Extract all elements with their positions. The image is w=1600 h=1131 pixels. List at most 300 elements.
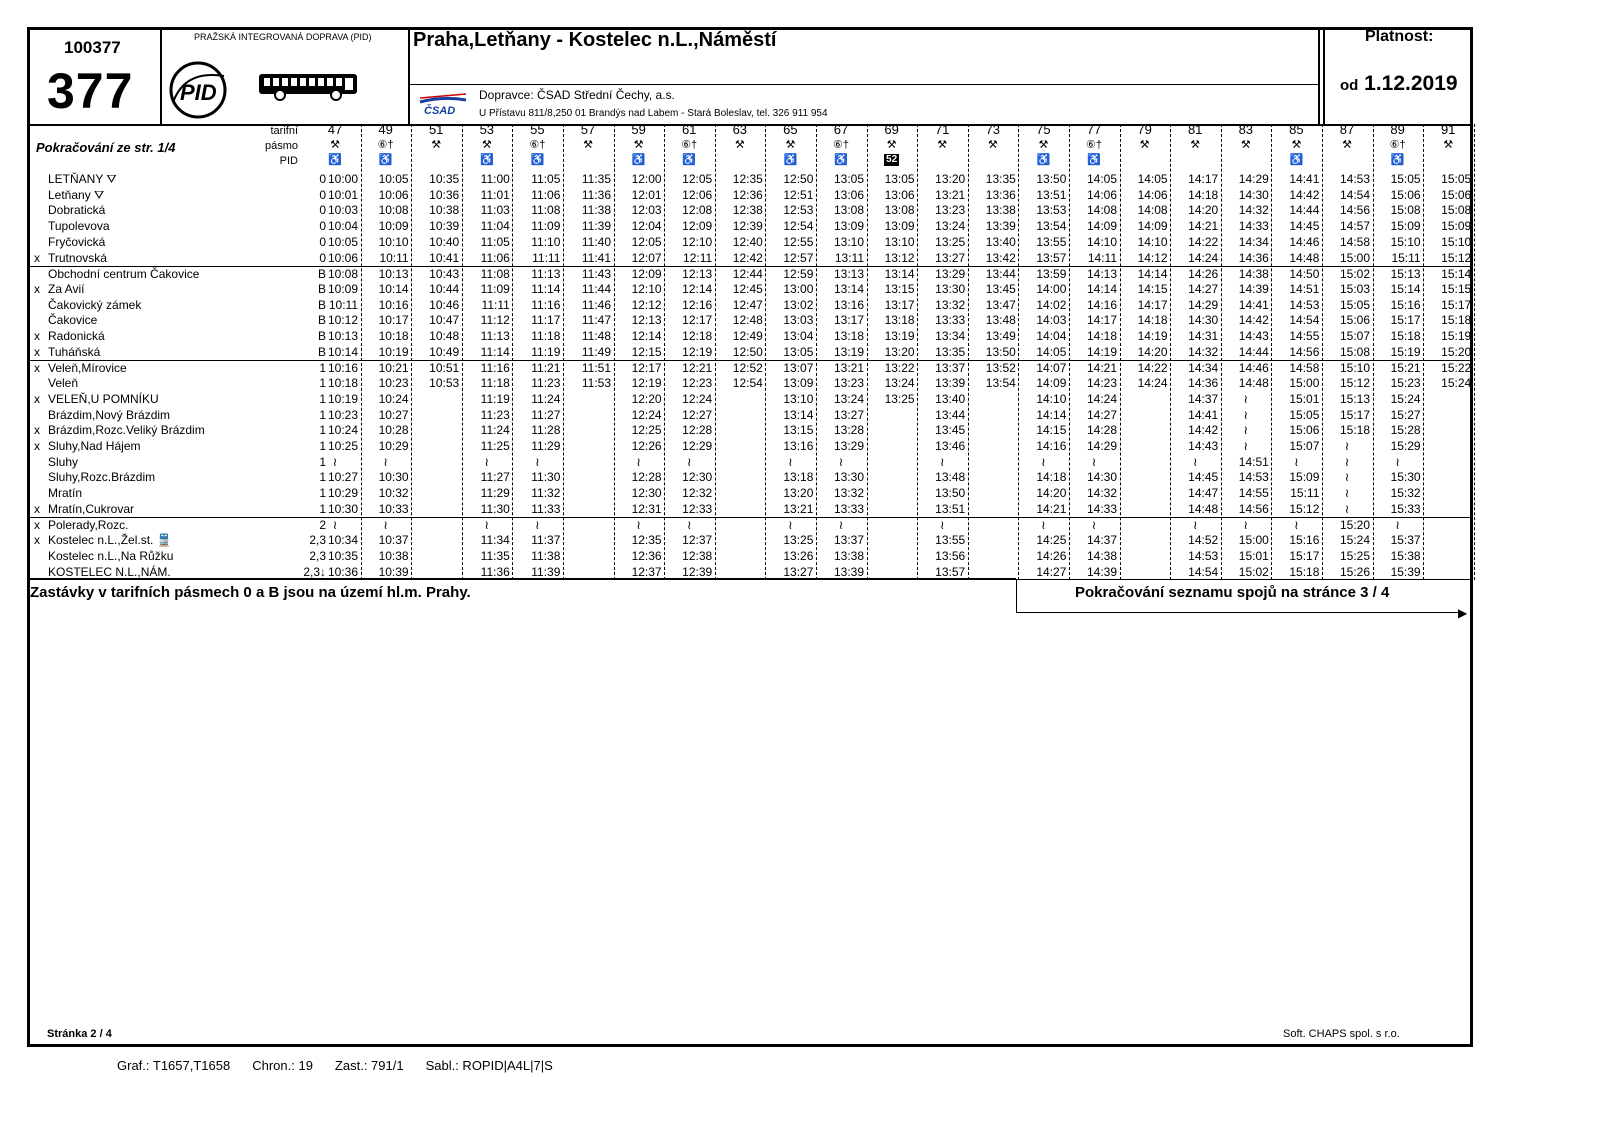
departure-time: 15:12 [1339,376,1370,391]
stop-name: x Sluhy,Nad Hájem [34,438,141,453]
departure-time: 12:09 [631,267,662,282]
table-row [30,517,1470,534]
tariff-zone: 1 [319,454,326,469]
departure-time: 10:48 [429,329,460,343]
departure-time: 11:08 [531,203,561,218]
departure-time: 12:32 [682,486,713,500]
departure-time: 13:44 [935,407,966,422]
departure-time: 14:10 [1086,234,1117,249]
departure-time: ≀ [383,454,388,469]
departure-time: 10:11 [328,297,358,312]
departure-time: 13:21 [833,361,864,376]
departure-time: 10:34 [327,533,358,548]
departure-time: 15:11 [1290,486,1320,500]
departure-time: 13:25 [884,391,915,406]
departure-time: 15:24 [1441,376,1472,391]
departure-time: 14:05 [1137,172,1168,186]
footer-info: Graf.: T1657,T1658 Chron.: 19 Zast.: 791/1 Sabl.: ROPID|A4L|7|S [117,1058,553,1073]
departure-time: 11:27 [531,407,561,422]
departure-time: ≀ [838,518,844,533]
departure-time: 12:20 [631,391,662,406]
departure-time: 15:08 [1441,203,1472,218]
table-row [30,203,1470,219]
departure-time: 14:33 [1086,501,1117,516]
departure-time: 10:33 [378,501,409,516]
departure-time: ≀ [484,454,490,469]
departure-time: 12:28 [631,470,662,485]
departure-time: 14:13 [1086,267,1117,282]
departure-time: 13:05 [783,344,814,359]
departure-time: 14:16 [1036,438,1067,453]
departure-time: 13:10 [833,234,864,249]
departure-time: 15:06 [1441,187,1472,202]
departure-time: 11:18 [480,376,510,391]
departure-time: 13:29 [935,267,966,282]
departure-time: 15:29 [1390,438,1421,453]
departure-time: 14:18 [1036,470,1067,485]
departure-time: 11:36 [480,564,510,579]
departure-time: 12:35 [732,172,763,186]
departure-time: ≀ [1243,391,1249,406]
trip-symbol: ⚒ [1240,139,1251,151]
departure-time: 12:35 [631,533,662,548]
departure-time: 12:16 [682,297,713,312]
departure-time: 12:36 [631,548,662,563]
departure-time: 10:09 [327,281,358,296]
departure-time: 11:44 [581,281,611,296]
departure-time: 13:11 [834,250,864,265]
departure-time: 11:29 [531,438,561,453]
tariff-zone: 1 [319,361,326,376]
departure-time: 10:39 [378,564,409,579]
departure-time: 14:29 [1188,297,1219,312]
departure-time: 10:44 [429,281,460,296]
stop-name: Sluhy [48,454,79,469]
carrier-logo [418,92,468,121]
trip-number: 55 [530,122,545,137]
departure-time: 13:08 [884,203,915,218]
departure-time: 14:03 [1036,313,1067,328]
departure-time: 14:08 [1086,203,1117,218]
departure-time: 15:20 [1441,344,1472,359]
departure-time: 13:09 [884,219,915,234]
departure-time: 14:52 [1188,533,1219,548]
departure-time: 12:33 [682,501,713,516]
validity-date: od 1.12.2019 [1340,72,1458,95]
departure-time: ≀ [1041,518,1046,533]
departure-time: 13:21 [935,187,966,202]
trip-symbol: ⚒ [785,139,796,151]
trip-number: 91 [1440,122,1456,137]
trip-symbol: ⑥† [529,139,546,151]
trip-number: 69 [884,122,899,137]
departure-time: 13:25 [783,533,814,548]
departure-time: 10:25 [327,438,358,453]
departure-time: 11:06 [531,187,561,202]
departure-time: 10:41 [429,250,460,265]
departure-time: 13:08 [833,203,864,218]
wheelchair-icon: ♿ [378,154,393,166]
tariff-zone: 1 [319,501,326,516]
departure-time: 13:02 [783,297,814,312]
page-number: Stránka 2 / 4 [47,1028,112,1040]
departure-time: 11:35 [480,548,510,563]
trip-number: 83 [1238,122,1254,137]
column-separator [1474,124,1475,580]
stop-name: x Kostelec n.L.,Žel.st. 🚆 [34,533,172,548]
tariff-zone: 1 [319,486,326,500]
continuation-note: Pokračování seznamu spojů na stránce 3 / 4 [1075,584,1390,601]
departure-time: 12:50 [732,344,763,359]
tariff-zone: B [317,297,326,312]
departure-time: 14:21 [1188,219,1219,234]
departure-time: ≀ [1344,501,1350,516]
departure-time: 10:30 [327,501,358,516]
departure-time: 14:18 [1188,187,1219,202]
departure-time: 15:10 [1339,361,1370,376]
departure-time: 12:44 [732,267,763,282]
departure-time: 13:18 [884,313,915,328]
trip-number: 51 [428,122,444,137]
departure-time: 14:19 [1086,344,1117,359]
departure-time: ≀ [383,518,388,533]
departure-time: 15:08 [1339,344,1370,359]
departure-time: 13:20 [935,172,966,186]
departure-time: 12:28 [682,423,713,438]
tariff-zone: 2 [319,518,326,533]
departure-time: 14:31 [1188,329,1219,343]
departure-time: 15:33 [1390,501,1421,516]
pid-organization: PRAŽSKÁ INTEGROVANÁ DOPRAVA (PID) [194,32,372,42]
departure-time: 15:19 [1441,329,1472,343]
departure-time: 13:23 [833,376,864,391]
departure-time: 13:06 [884,187,915,202]
departure-time: 10:36 [429,187,460,202]
departure-time: ≀ [636,518,641,533]
stop-name: x Radonická [34,329,105,343]
departure-time: 13:35 [985,172,1016,186]
departure-time: 13:45 [935,423,966,438]
tariff-zone: 1 [319,376,326,391]
departure-time: 11:41 [581,250,611,265]
departure-time: 10:35 [429,172,460,186]
departure-time: 14:27 [1086,407,1117,422]
tariff-zone: 0 [319,172,326,186]
departure-time: 14:34 [1238,234,1269,249]
table-row [30,251,1470,267]
departure-time: 10:06 [378,187,409,202]
departure-time: 12:50 [783,172,814,186]
departure-time: 14:58 [1289,361,1320,376]
departure-time: 13:52 [985,361,1016,376]
departure-time: 13:22 [884,361,915,376]
trip-number: 67 [833,122,849,137]
request-stop-mark: x [34,329,40,343]
trip-symbol: ⚒ [1190,139,1201,151]
table-row [30,219,1470,235]
departure-time: 15:12 [1441,250,1472,265]
departure-time: 14:05 [1036,344,1067,359]
departure-time: 15:10 [1390,234,1421,249]
stop-name: x Polerady,Rozc. [34,518,129,533]
departure-time: 15:06 [1289,423,1320,438]
departure-time: 14:18 [1086,329,1117,343]
stop-name: Tupolevova [48,219,110,234]
departure-time: 12:39 [732,219,763,234]
departure-time: 13:13 [833,267,864,282]
tariff-zone: 2,3 [309,548,326,563]
departure-time: 13:20 [884,344,915,359]
departure-time: 15:02 [1238,564,1269,579]
tariff-zone: 1 [319,391,326,406]
departure-time: 13:33 [833,501,864,516]
departure-time: 12:49 [732,329,763,343]
departure-time: 11:38 [531,548,561,563]
departure-time: 10:39 [429,219,460,234]
departure-time: 14:22 [1137,361,1168,376]
departure-time: 11:53 [581,376,611,391]
departure-time: ≀ [1344,470,1350,485]
tariff-zone: B [317,344,326,359]
departure-time: 11:05 [531,172,561,186]
departure-time: 14:33 [1238,219,1269,234]
departure-time: 15:26 [1339,564,1370,579]
departure-time: 14:48 [1188,501,1219,516]
departure-time: ≀ [1294,518,1299,533]
table-row [30,313,1470,329]
departure-time: 14:45 [1289,219,1320,234]
trip-number: 65 [783,122,798,137]
request-stop-mark: x [34,501,40,516]
trip-symbol: ⑥† [377,139,394,151]
departure-time: 10:35 [327,548,358,563]
departure-time: 14:48 [1238,376,1269,391]
departure-time: ≀ [332,518,338,533]
departure-time: 14:14 [1137,267,1168,282]
request-stop-mark: x [34,423,40,438]
departure-time: 14:15 [1137,281,1168,296]
departure-time: 11:03 [480,203,510,218]
departure-time: 12:25 [631,423,662,438]
trip-number: 79 [1137,122,1152,137]
continuation-box-line [1016,579,1471,580]
departure-time: 13:51 [935,501,966,516]
departure-time: ≀ [1091,518,1097,533]
trip-badge: 52 [886,154,898,165]
departure-time: 13:04 [783,329,814,343]
departure-time: 14:02 [1036,297,1067,312]
departure-time: 12:05 [682,172,713,186]
tariff-zone: B [317,313,326,328]
departure-time: 12:09 [682,219,713,234]
departure-time: 13:30 [833,470,864,485]
trip-symbol: ⚒ [1342,139,1352,151]
stop-name: Čakovický zámek [48,297,142,312]
departure-time: 15:06 [1339,313,1370,328]
departure-time: 14:37 [1086,533,1117,548]
departure-time: 14:43 [1188,438,1219,453]
table-row [30,188,1470,204]
departure-time: 13:37 [935,361,966,376]
arrow-right-icon: ▶ [1458,606,1468,620]
departure-time: 10:40 [429,234,460,249]
departure-time: 10:24 [378,391,409,406]
departure-time: 12:06 [682,187,713,202]
departure-time: 10:49 [429,344,460,359]
departure-time: 15:25 [1339,548,1370,563]
trip-symbol: ⚒ [1038,139,1049,151]
stop-name: Dobratická [48,203,106,218]
table-row [30,439,1470,455]
departure-time: 13:40 [935,391,966,406]
departure-time: 11:06 [480,250,510,265]
departure-time: 14:54 [1289,313,1320,328]
departure-time: 14:32 [1188,344,1219,359]
departure-time: 13:35 [935,344,966,359]
departure-time: 15:07 [1339,329,1370,343]
departure-time: 10:06 [327,250,358,265]
departure-time: 11:11 [532,250,561,265]
departure-time: 11:48 [581,329,611,343]
departure-time: 13:50 [985,344,1016,359]
departure-time: 12:55 [783,234,814,249]
departure-time: 13:50 [1036,172,1067,186]
departure-time: 12:10 [682,234,713,249]
departure-time: 12:54 [783,219,814,234]
departure-time: 14:58 [1339,234,1370,249]
departure-time: 15:01 [1238,548,1269,563]
table-bottom-line [29,578,1016,580]
tariff-header: tarifní pásmo PID [264,125,298,167]
departure-time: 14:41 [1188,407,1219,422]
departure-time: 10:10 [378,234,409,249]
wheelchair-icon: ♿ [328,154,342,166]
departure-time: 14:24 [1188,250,1219,265]
continuation-arrow [1016,612,1461,613]
departure-time: ≀ [788,454,793,469]
wheelchair-icon: ♿ [479,154,494,166]
departure-time: 13:54 [985,376,1016,391]
departure-time: 14:09 [1036,376,1067,391]
departure-time: 15:16 [1289,533,1320,548]
departure-time: 15:20 [1339,518,1370,533]
departure-time: 14:20 [1188,203,1219,218]
departure-time: 13:37 [833,533,864,548]
departure-time: ≀ [686,454,692,469]
departure-time: 14:50 [1289,267,1320,282]
departure-time: 13:53 [1036,203,1067,218]
departure-time: 13:55 [935,533,966,548]
departure-time: 11:33 [531,501,561,516]
departure-time: 10:27 [378,407,409,422]
departure-time: 15:22 [1441,361,1472,376]
departure-time: 15:17 [1289,548,1320,563]
table-row [30,455,1470,471]
departure-time: 11:23 [531,376,561,391]
departure-time: 14:44 [1238,344,1269,359]
trip-number: 59 [631,122,646,137]
trip-symbol: ⚒ [583,139,593,151]
departure-time: 11:13 [531,267,561,282]
departure-time: 13:46 [935,438,966,453]
departure-time: 14:12 [1137,250,1168,265]
departure-time: 12:59 [783,267,814,282]
departure-time: 10:13 [378,267,409,282]
departure-time: 11:39 [531,564,561,579]
departure-time: 13:24 [935,219,966,234]
request-stop-mark: x [34,533,40,548]
departure-time: ≀ [1294,454,1299,469]
departure-time: 14:57 [1339,219,1370,234]
header-divider [160,29,162,124]
departure-time: 11:43 [581,267,611,282]
departure-time: 11:25 [480,438,510,453]
departure-time: 14:08 [1137,203,1168,218]
departure-time: 14:04 [1036,329,1067,343]
departure-time: 10:00 [327,172,358,186]
stop-name: KOSTELEC N.L.,NÁM. [48,564,171,579]
departure-time: 11:09 [480,281,510,296]
departure-time: 11:14 [531,281,561,296]
departure-time: ≀ [1243,438,1249,453]
departure-time: 14:05 [1086,172,1117,186]
departure-time: 13:40 [985,234,1016,249]
departure-time: 14:53 [1339,172,1370,186]
departure-time: 13:09 [833,219,864,234]
software-credit: Soft. CHAPS spol. s r.o. [1283,1028,1400,1040]
departure-time: 14:18 [1137,313,1168,328]
departure-time: 11:11 [481,297,510,312]
table-row [30,408,1470,424]
departure-time: 13:44 [985,267,1016,282]
departure-time: 14:43 [1238,329,1269,343]
table-row [30,470,1470,486]
departure-time: 12:24 [631,407,662,422]
trip-number: 47 [327,122,343,137]
departure-time: 15:32 [1390,486,1421,500]
trip-number: 75 [1036,122,1051,137]
departure-time: 15:08 [1390,203,1421,218]
departure-time: 11:24 [531,391,561,406]
trip-symbol: ⚒ [431,139,442,151]
departure-time: 11:32 [531,486,561,500]
departure-time: 14:09 [1137,219,1168,234]
departure-time: 13:49 [985,329,1016,343]
trip-number: 53 [479,122,495,137]
wheelchair-icon: ♿ [1289,154,1304,166]
departure-time: 13:06 [833,187,864,202]
departure-time: 12:31 [631,501,662,516]
departure-time: 10:47 [429,313,460,328]
departure-time: 14:30 [1086,470,1117,485]
departure-time: 15:09 [1390,219,1421,234]
departure-time: 14:32 [1238,203,1269,218]
departure-time: 13:24 [884,376,915,391]
departure-time: 12:37 [682,533,713,548]
departure-time: 10:18 [327,376,358,391]
departure-time: 12:45 [732,281,763,296]
departure-time: 10:05 [327,234,358,249]
departure-time: 15:14 [1441,267,1472,282]
departure-time: 14:46 [1289,234,1320,249]
departure-time: 10:38 [429,203,460,218]
departure-time: 14:21 [1036,501,1067,516]
wheelchair-icon: ♿ [834,154,848,166]
departure-time: 15:06 [1390,187,1421,202]
departure-time: ≀ [788,518,793,533]
departure-time: 13:27 [833,407,864,422]
departure-time: 13:42 [985,250,1016,265]
